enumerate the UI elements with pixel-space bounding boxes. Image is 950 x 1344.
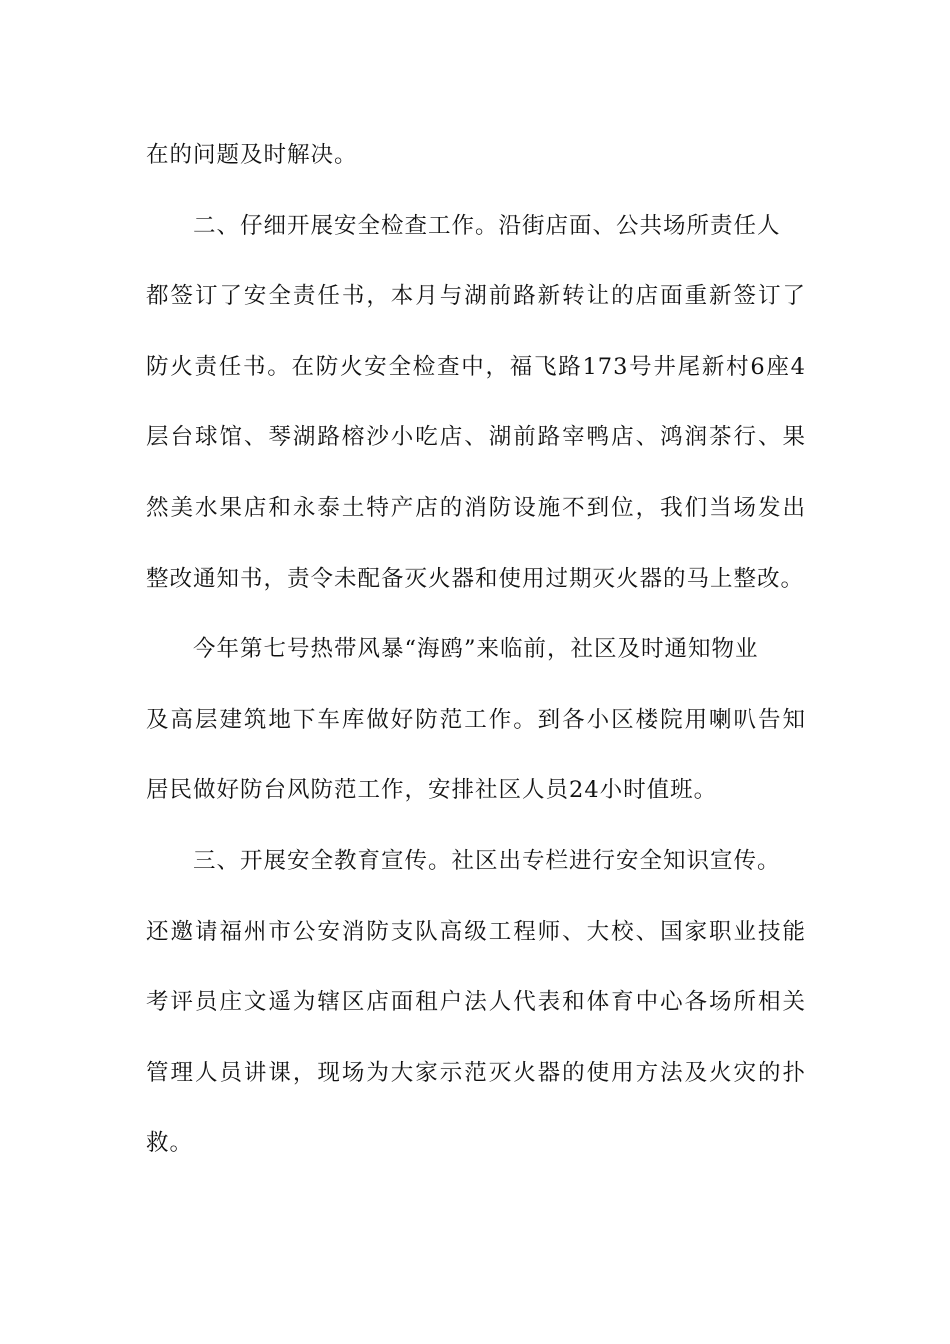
paragraph-start-line: 今年第七号热带风暴“海鸥”来临前，社区及时通知物业	[193, 636, 759, 663]
text-line: 及高层建筑地下车库做好防范工作。到各小区楼院用喇叭告知	[146, 706, 806, 733]
text-line: 层台球馆、琴湖路榕沙小吃店、湖前路宰鸭店、鸿润茶行、果	[146, 424, 806, 451]
paragraph-start-line: 三、开展安全教育宣传。社区出专栏进行安全知识宣传。	[193, 847, 781, 874]
text-line: 防火责任书。在防火安全检查中，福飞路173号井尾新村6座4	[146, 353, 806, 380]
text-line: 在的问题及时解决。	[146, 142, 358, 168]
text-line: 都签订了安全责任书，本月与湖前路新转让的店面重新签订了	[146, 283, 806, 310]
paragraph-start-line: 二、仔细开展安全检查工作。沿街店面、公共场所责任人	[193, 212, 781, 239]
text-line: 救。	[146, 1130, 194, 1157]
text-line: 考评员庄文遥为辖区店面租户法人代表和体育中心各场所相关	[146, 989, 806, 1016]
text-line: 还邀请福州市公安消防支队高级工程师、大校、国家职业技能	[146, 918, 806, 945]
document-body	[146, 130, 806, 1189]
text-line: 整改通知书，责令未配备灭火器和使用过期灭火器的马上整改。	[146, 565, 805, 592]
text-line: 然美水果店和永泰土特产店的消防设施不到位，我们当场发出	[146, 494, 806, 521]
text-line: 居民做好防台风防范工作，安排社区人员24小时值班。	[146, 777, 718, 804]
text-line: 管理人员讲课，现场为大家示范灭火器的使用方法及火灾的扑	[146, 1059, 806, 1086]
